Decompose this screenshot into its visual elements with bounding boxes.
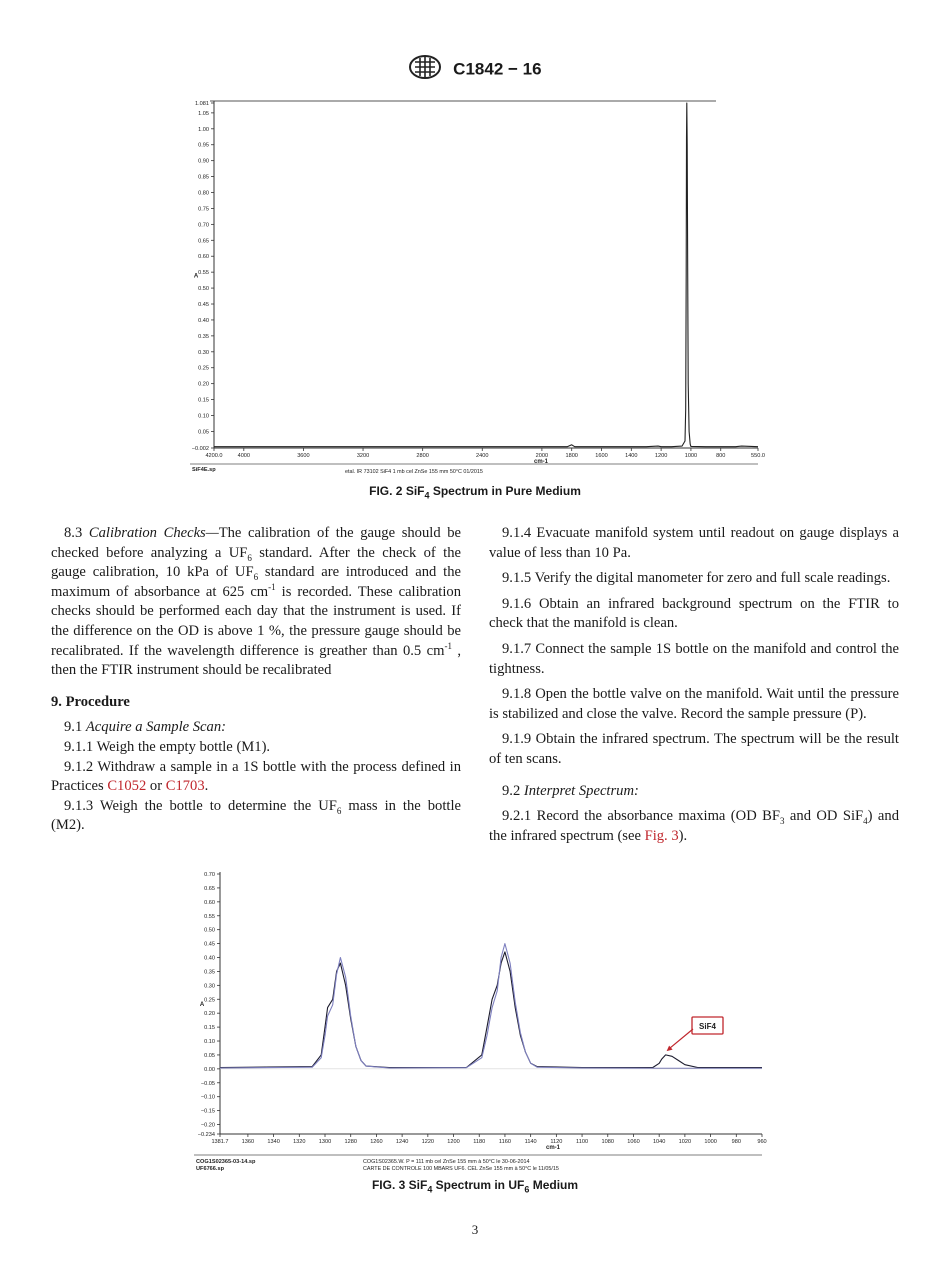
para-9-1-9: 9.1.9 Obtain the infrared spectrum. The spectrum will be the result of ten scans. — [489, 731, 899, 767]
y-tick-label: −0.20 — [200, 1122, 215, 1129]
y-tick-label: 0.55 — [198, 270, 209, 277]
y-tick-label: 0.20 — [204, 1011, 215, 1018]
x-tick-label: 1020 — [678, 1139, 692, 1145]
y-tick-label: 0.65 — [204, 885, 215, 892]
y-tick-label: 0.25 — [198, 365, 209, 372]
y-tick-label: −0.002 — [191, 446, 209, 452]
right-column — [489, 524, 899, 846]
para-9-1-2: 9.1.2 Withdraw a sample in a 1S bottle with the process defined in Practices C1052 or C1703. — [51, 758, 461, 795]
y-tick-label: 0.55 — [204, 913, 215, 920]
para-8-3: 8.3 Calibration Checks—The calibration of the gauge should be checked before analyzing a $UF_6$ standard. After the check of the gauge calibration, 10 kPa of $UF_6$ standard are introduced and the maximum of absorbance at 625 $cm^{-1}$ is recorded. These calibration checks should be performed each day that the instrument is used. If the difference on the OD is above 1 %, the pressure gauge should be recalibrated. If the wavelength difference is greather than 0.5 $cm^{-1}$ , then the FTIR instrument should be recalibrated — [51, 525, 462, 679]
para-9-1-1: 9.1.1 Weigh the empty bottle (M1). — [64, 738, 271, 755]
para-9-2-1: 9.2.1 Record the absorbance maxima (OD $BF_3$ and OD SiF$_4$) and the infrared spectrum (see Fig. 3). — [489, 808, 900, 844]
y-tick-label: 0.25 — [204, 997, 215, 1004]
y-tick-label: 0.45 — [204, 941, 215, 948]
y-tick-label: 1.081 — [195, 101, 209, 107]
x-tick-label: 1381.7 — [211, 1139, 229, 1145]
para-9-1-7: 9.1.7 Connect the sample 1S bottle on the manifold and control the tightness. — [489, 640, 899, 677]
x-tick-label: 1120 — [550, 1139, 563, 1145]
fig2-spectrum-chart — [180, 95, 770, 477]
fig2-caption: FIG. 2 SiF$_4$ Spectrum in Pure Medium — [369, 484, 581, 501]
fig3-footer-file-1: COG1S02365-03-14.sp — [196, 1159, 256, 1165]
x-tick-label: 1200 — [447, 1139, 460, 1145]
y-tick-label: 0.40 — [204, 955, 215, 962]
x-axis-label: cm-1 — [545, 1145, 561, 1151]
series-line — [220, 952, 762, 1068]
y-tick-label: 1.00 — [198, 126, 209, 133]
y-tick-label: −0.234 — [197, 1132, 215, 1138]
para-9-1: 9.1 Acquire a Sample Scan: — [64, 719, 226, 736]
y-tick-label: 0.15 — [204, 1025, 215, 1032]
y-tick-label: −0.05 — [200, 1080, 215, 1087]
y-tick-label: 1.05 — [198, 110, 209, 117]
x-tick-label: 960 — [757, 1139, 767, 1145]
x-tick-label: 1060 — [627, 1139, 640, 1145]
y-tick-label: 0.30 — [198, 349, 209, 356]
y-tick-label: 0.00 — [204, 1066, 215, 1073]
x-tick-label: 1040 — [652, 1139, 666, 1145]
y-tick-label: 0.45 — [198, 302, 209, 309]
link-c1703[interactable]: C1703 — [165, 778, 205, 795]
left-column — [51, 524, 461, 836]
x-tick-label: 550.0 — [751, 453, 765, 459]
link-c1052[interactable]: C1052 — [107, 778, 147, 795]
para-9-2: 9.2 Interpret Spectrum: — [502, 782, 639, 799]
x-tick-label: 2000 — [535, 453, 549, 459]
y-axis-label: A — [193, 273, 199, 280]
x-tick-label: 3600 — [297, 453, 310, 459]
x-tick-label: 4000 — [237, 453, 251, 459]
x-tick-label: 980 — [731, 1139, 741, 1145]
y-tick-label: 0.05 — [198, 429, 209, 436]
page-number: 3 — [471, 1222, 479, 1237]
fig2-footer-file: SiF4E.sp — [192, 467, 216, 473]
fig3-footer-file-2: UF6766.sp — [196, 1166, 224, 1172]
para-9-1-6: 9.1.6 Obtain an infrared background spectrum on the FTIR to check that the manifold is clean. — [489, 595, 899, 632]
x-tick-label: 1160 — [498, 1139, 511, 1145]
y-tick-label: −0.10 — [200, 1094, 215, 1101]
y-tick-label: 0.60 — [198, 254, 209, 261]
x-tick-label: 1140 — [524, 1139, 537, 1145]
y-tick-label: 0.80 — [198, 190, 209, 197]
astm-logo-icon — [408, 54, 442, 85]
fig3-spectrum-chart — [180, 866, 772, 1174]
x-tick-label: 1400 — [625, 453, 638, 459]
fig2-footer-info: etal. IR 73102 SiF4 1 mb cel ZnSe 155 mm 50°C 01/2015 — [345, 469, 483, 475]
y-tick-label: 0.60 — [204, 899, 215, 906]
page-header — [0, 54, 950, 85]
x-tick-label: 1280 — [344, 1139, 357, 1145]
x-tick-label: 2400 — [476, 453, 489, 459]
sif4-annotation-arrow — [669, 1029, 693, 1049]
x-tick-label: 1260 — [370, 1139, 383, 1145]
x-tick-label: 1000 — [684, 453, 698, 459]
y-tick-label: 0.75 — [198, 206, 209, 213]
para-9-1-8: 9.1.8 Open the bottle valve on the manifold. Wait until the pressure is stabilized and close the valve. Record the sample pressure (P). — [489, 686, 899, 722]
x-tick-label: 3200 — [356, 453, 370, 459]
x-tick-label: 4200.0 — [205, 453, 223, 459]
y-tick-label: 0.10 — [204, 1039, 215, 1046]
x-tick-label: 1800 — [565, 453, 578, 459]
y-tick-label: 0.35 — [198, 333, 209, 340]
x-tick-label: 800 — [716, 453, 726, 459]
fig3-footer-info-2: CARTE DE CONTROLE 100 MBARS UF6. CEL ZnSe 155 mm à 50°C le 11/05/15 — [363, 1166, 559, 1172]
x-tick-label: 1100 — [576, 1139, 589, 1145]
para-9-1-3: 9.1.3 Weigh the bottle to determine the $UF_6$ mass in the bottle (M2). — [51, 797, 461, 834]
x-tick-label: 1200 — [654, 453, 668, 459]
y-tick-label: 0.15 — [198, 397, 209, 404]
x-tick-label: 1080 — [601, 1139, 614, 1145]
x-tick-label: 1000 — [704, 1139, 717, 1145]
y-tick-label: 0.40 — [198, 317, 209, 324]
link-fig-3[interactable]: Fig. 3 — [644, 827, 679, 844]
y-tick-label: 0.70 — [198, 222, 209, 229]
section-9-heading: 9. Procedure — [51, 693, 130, 710]
x-tick-label: 1340 — [267, 1139, 280, 1145]
y-tick-label: 0.65 — [198, 238, 209, 245]
x-tick-label: 1300 — [318, 1139, 332, 1145]
para-9-1-5: 9.1.5 Verify the digital manometer for zero and full scale readings. — [502, 570, 891, 587]
sif4-annotation — [667, 1017, 723, 1051]
x-axis-label: cm-1 — [533, 459, 549, 465]
x-tick-label: 1180 — [473, 1139, 486, 1145]
y-tick-label: 0.50 — [198, 286, 209, 293]
x-tick-label: 1240 — [395, 1139, 409, 1145]
para-9-1-4: 9.1.4 Evacuate manifold system until readout on gauge displays a value of less than 10 Pa. — [489, 525, 899, 561]
x-tick-label: 1320 — [293, 1139, 306, 1145]
sif4-annotation-label: SiF4 — [699, 1022, 716, 1031]
fig3-footer-info-1: COG1S02365.W. P = 111 mb cel ZnSe 155 mm à 50°C le 30-06-2014 — [363, 1159, 530, 1165]
y-tick-label: 0.05 — [204, 1052, 215, 1059]
y-tick-label: 0.10 — [198, 413, 209, 420]
y-tick-label: 0.50 — [204, 927, 215, 934]
standard-designation: C1842 − 16 — [453, 59, 542, 79]
fig3-caption: FIG. 3 SiF$_4$ Spectrum in $UF_6$ Medium — [371, 1178, 579, 1195]
y-tick-label: 0.95 — [198, 142, 209, 149]
y-axis-label: A — [199, 1002, 205, 1008]
y-tick-label: 0.20 — [198, 381, 209, 388]
y-tick-label: 0.35 — [204, 969, 215, 976]
x-tick-label: 1220 — [421, 1139, 435, 1145]
y-tick-label: −0.15 — [200, 1108, 215, 1115]
y-tick-label: 0.30 — [204, 983, 215, 990]
y-tick-label: 0.85 — [198, 174, 209, 181]
x-tick-label: 2800 — [416, 453, 429, 459]
x-tick-label: 1600 — [595, 453, 608, 459]
y-tick-label: 0.90 — [198, 158, 209, 165]
y-tick-label: 0.70 — [204, 872, 215, 878]
x-tick-label: 1360 — [241, 1139, 255, 1145]
series-line — [214, 103, 758, 447]
